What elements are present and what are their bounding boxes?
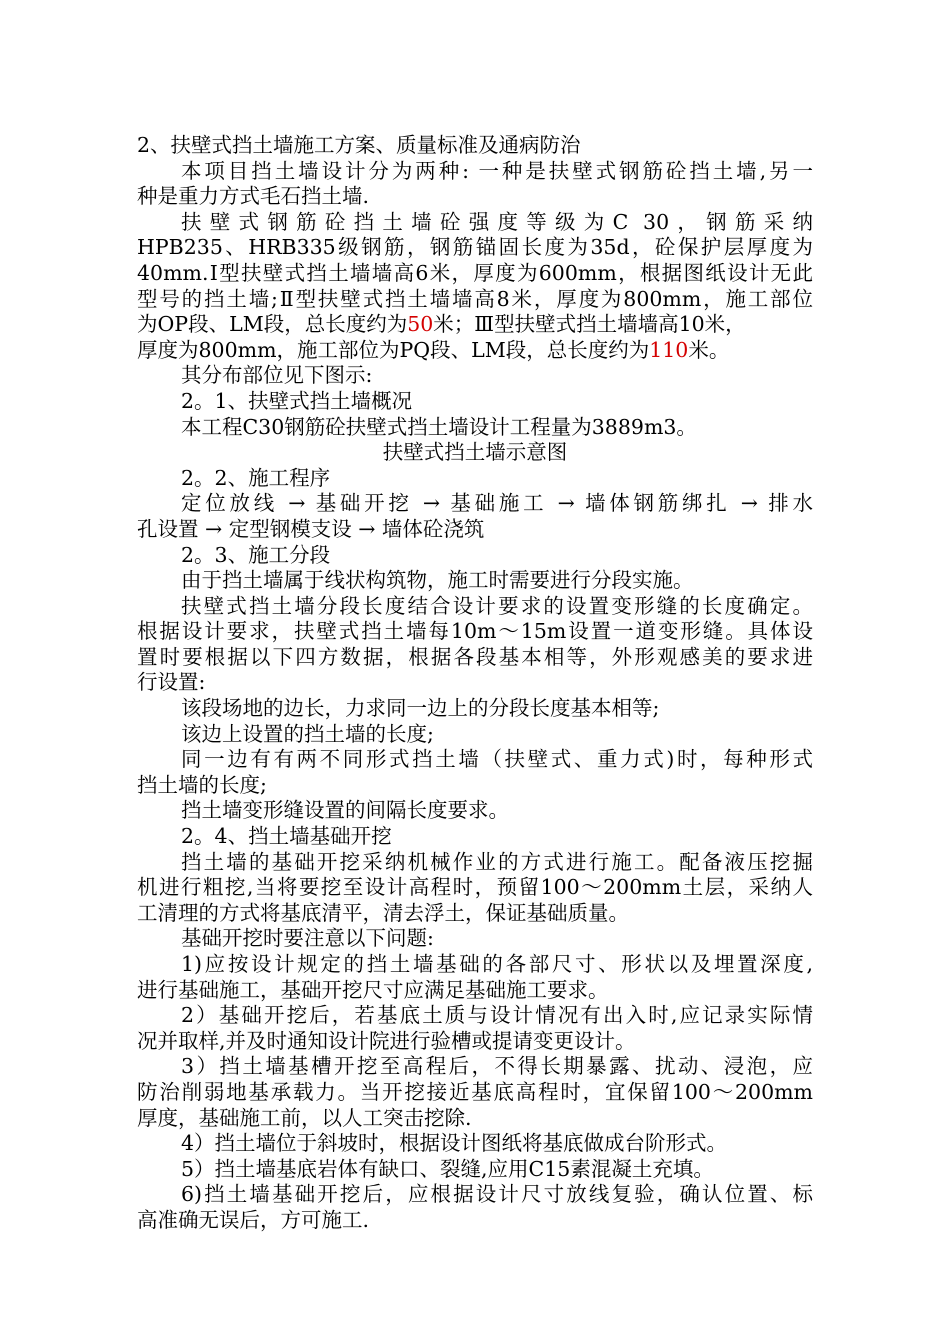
list-item: 3）挡土墙基槽开挖至高程后，不得长期暴露、扰动、浸泡，应: [181, 1054, 813, 1079]
list-item: 该边上设置的挡土墙的长度;: [181, 721, 434, 746]
list-item: 防治削弱地基承载力。当开挖接近基底高程时，宜保留100～200mm: [137, 1079, 813, 1104]
list-item: 挡土墙的长度;: [137, 772, 267, 797]
text-segment: 米；Ⅲ型扶壁式挡土墙墙高10米，: [433, 312, 746, 337]
document-body: [137, 133, 813, 1234]
list-item: 5）挡土墙基底岩体有缺口、裂缝,应用C15素混凝土充填。: [181, 1156, 714, 1181]
paragraph-line: 本项目挡土墙设计分为两种: 一种是扶壁式钢筋砼挡土墙,另一: [181, 158, 813, 183]
highlight-length-50: 50: [407, 312, 434, 337]
paragraph-line: 工清理的方式将基底清平，清去浮土，保证基础质量。: [137, 900, 629, 925]
subsection-heading: 2。2、施工程序: [181, 465, 331, 490]
text-segment: 米。: [688, 337, 730, 362]
figure-caption: 扶壁式挡土墙示意图: [382, 440, 568, 465]
paragraph-line: 孔设置 → 定型钢模支设 → 墙体砼浇筑: [137, 516, 485, 541]
paragraph-line: 40mm.Ⅰ型扶壁式挡土墙墙高6米，厚度为600mm，根据图纸设计无此: [137, 260, 813, 285]
subsection-heading: 2。3、施工分段: [181, 542, 331, 567]
list-item: 该段场地的边长，力求同一边上的分段长度基本相等;: [181, 696, 660, 721]
subsection-heading: 2。4、挡土墙基础开挖: [181, 824, 392, 849]
paragraph-line: 置时要根据以下四方数据，根据各段基本相等，外形观感美的要求进: [137, 644, 813, 669]
list-item: 6)挡土墙基础开挖后，应根据设计尺寸放线复验，确认位置、标: [181, 1182, 813, 1207]
list-item: 厚度，基础施工前，以人工突击挖除.: [137, 1105, 472, 1130]
list-item: 进行基础施工，基础开挖尺寸应满足基础施工要求。: [137, 977, 609, 1002]
paragraph-line: 定位放线 → 基础开挖 → 基础施工 → 墙体钢筋绑扎 → 排水: [181, 491, 813, 516]
list-item: 4）挡土墙位于斜坡时，根据设计图纸将基底做成台阶形式。: [181, 1131, 728, 1156]
section-heading: 2、扶壁式挡土墙施工方案、质量标准及通病防治: [137, 133, 581, 157]
paragraph-line: 机进行粗挖,当将要挖至设计高程时，预留100～200mm土层，采纳人: [137, 875, 813, 900]
paragraph-line: 行设置:: [137, 670, 206, 695]
paragraph-line: HPB235、HRB335级钢筋，钢筋锚固长度为35d，砼保护层厚度为: [137, 235, 813, 260]
list-item: 1)应按设计规定的挡土墙基础的各部尺寸、形状以及埋置深度,: [181, 952, 813, 976]
highlight-length-110: 110: [649, 337, 689, 362]
list-item: 况并取样,并及时通知设计院进行验槽或提请变更设计。: [137, 1028, 636, 1053]
paragraph-line: [137, 338, 813, 364]
paragraph-line: 由于挡土墙属于线状构筑物，施工时需要进行分段实施。: [181, 568, 694, 593]
paragraph-line: 根据设计要求，扶壁式挡土墙每10m～15m设置一道变形缝。具体设: [137, 619, 813, 644]
subsection-heading: 2。1、扶壁式挡土墙概况: [181, 388, 413, 413]
paragraph-line: 种是重力方式毛石挡土墙.: [137, 184, 370, 209]
text-segment: 厚度为800mm，施工部位为PQ段、LM段，总长度约为: [137, 337, 650, 362]
paragraph-line: 基础开挖时要注意以下问题:: [181, 926, 434, 951]
paragraph-line: 扶壁式钢筋砼挡土墙砼强度等级为C 30，钢筋采纳: [181, 209, 813, 234]
paragraph-line: 挡土墙的基础开挖采纳机械作业的方式进行施工。配备液压挖掘: [181, 849, 813, 874]
list-item: 2）基础开挖后，若基底土质与设计情况有出入时,应记录实际情: [181, 1003, 813, 1028]
paragraph-line: 其分布部位见下图示:: [181, 363, 373, 388]
text-segment: 为OP段、LM段，总长度约为: [137, 312, 408, 337]
list-item: 同一边有有两不同形式挡土墙（扶壁式、重力式)时，每种形式: [181, 747, 813, 772]
paragraph-line: 型号的挡土墙;Ⅱ型扶壁式挡土墙墙高8米，厚度为800mm，施工部位: [137, 286, 813, 311]
paragraph-line: [137, 312, 813, 338]
paragraph-line: 扶壁式挡土墙分段长度结合设计要求的设置变形缝的长度确定。: [181, 593, 813, 618]
list-item: 挡土墙变形缝设置的间隔长度要求。: [181, 798, 509, 823]
list-item: 高准确无误后，方可施工.: [137, 1207, 370, 1232]
paragraph-line: 本工程C30钢筋砼扶壁式挡土墙设计工程量为3889m3。: [181, 414, 697, 439]
